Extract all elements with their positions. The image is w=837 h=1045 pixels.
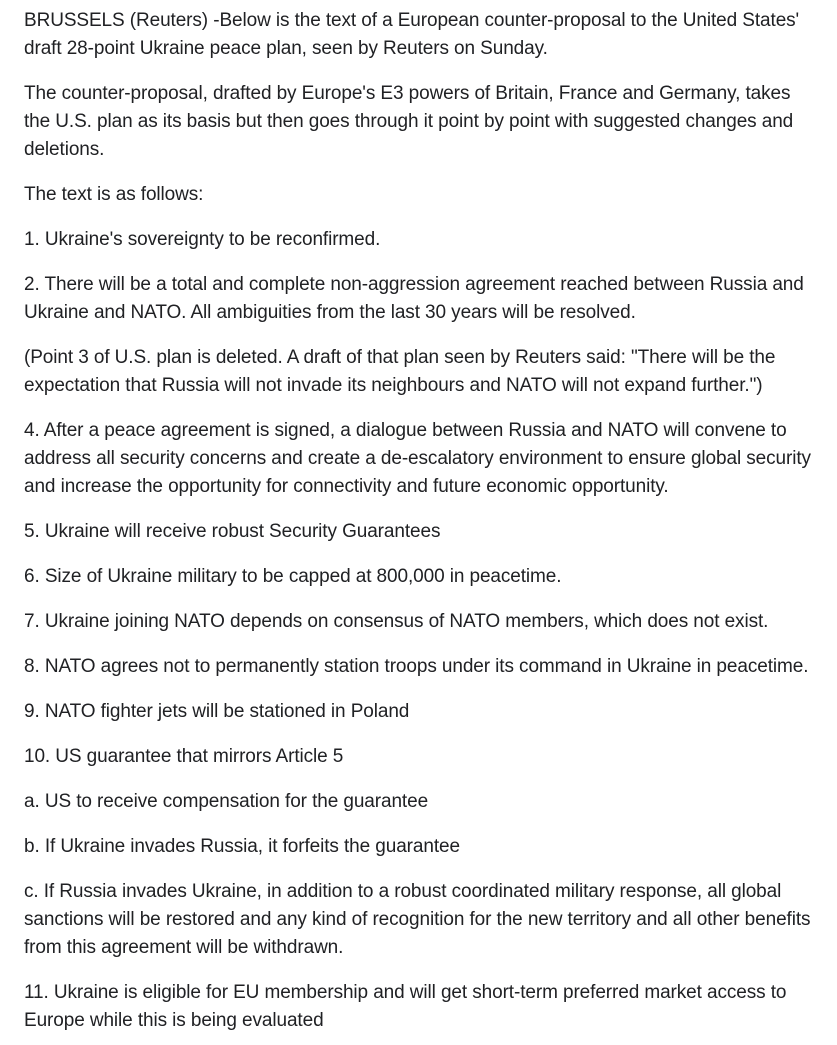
paragraph-point-8: 8. NATO agrees not to permanently station troops under its command in Ukraine in peacetime. — [24, 656, 809, 677]
paragraph-point-11: 11. Ukraine is eligible for EU membership and will get short-term preferred market access to Europe while this is being evaluated — [24, 982, 787, 1031]
paragraph-point-10a: a. US to receive compensation for the guarantee — [24, 791, 429, 812]
paragraph-point-10c: c. If Russia invades Ukraine, in addition to a robust coordinated military response, all global sanctions will be restored and any kind of recognition for the new territory and all other benefits from this agreement will be withdrawn. — [24, 881, 811, 958]
paragraph-point-3-deleted-note: (Point 3 of U.S. plan is deleted. A draft of that plan seen by Reuters said: "There will be the expectation that Russia will not invade its neighbours and NATO will not expand further.") — [24, 347, 776, 396]
paragraph-point-2: 2. There will be a total and complete non-aggression agreement reached between Russia and Ukraine and NATO. All ambiguities from the last 30 years will be resolved. — [24, 274, 804, 323]
paragraph-point-5: 5. Ukraine will receive robust Security Guarantees — [24, 521, 441, 542]
paragraph-point-10: 10. US guarantee that mirrors Article 5 — [24, 746, 344, 767]
paragraph-point-10b: b. If Ukraine invades Russia, it forfeits the guarantee — [24, 836, 460, 857]
paragraph-point-1: 1. Ukraine's sovereignty to be reconfirmed. — [24, 229, 381, 250]
paragraph-point-4: 4. After a peace agreement is signed, a dialogue between Russia and NATO will convene to address all security concerns and create a de-escalatory environment to ensure global security and increase the opportunity for connectivity and future economic opportunity. — [24, 420, 811, 497]
paragraph-point-7: 7. Ukraine joining NATO depends on consensus of NATO members, which does not exist. — [24, 611, 769, 632]
paragraph-counter-proposal-summary: The counter-proposal, drafted by Europe's E3 powers of Britain, France and Germany, takes the U.S. plan as its basis but then goes through it point by point with suggested changes and deletions. — [24, 83, 794, 160]
paragraph-text-intro: The text is as follows: — [24, 184, 204, 205]
paragraph-point-6: 6. Size of Ukraine military to be capped at 800,000 in peacetime. — [24, 566, 562, 587]
paragraph-point-9: 9. NATO fighter jets will be stationed in Poland — [24, 701, 410, 722]
paragraph-dateline-lead: BRUSSELS (Reuters) -Below is the text of a European counter-proposal to the United States' draft 28-point Ukraine peace plan, seen by Reuters on Sunday. — [24, 10, 800, 59]
